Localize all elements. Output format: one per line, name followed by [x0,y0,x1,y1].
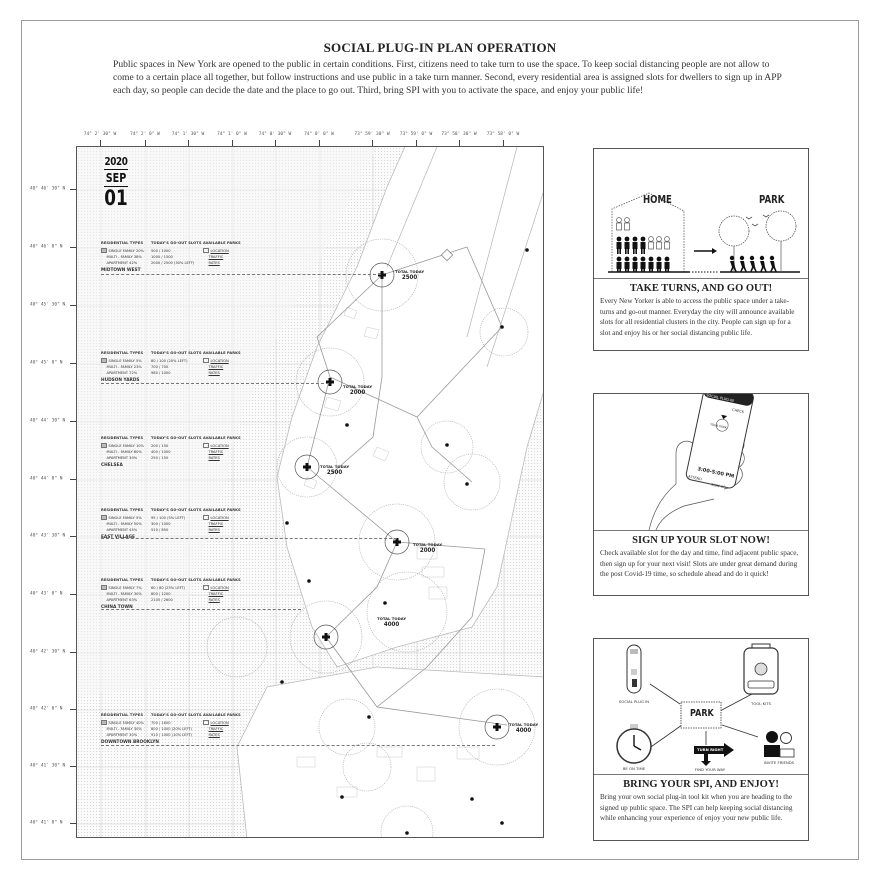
leader-line [101,274,381,275]
lat-label: 40° 43' 30" N [30,533,66,539]
district-east-village: RESIDENTIAL TYPES SINGLE FAMILY 5% MULTI - FAMILY 50% APARTMENT 45% TODAY'S GO-OUT SLOTS 95 / 100 (5% LEFT) 300 / 1000 510 / 850 AVAILABLE PARKS LOCATION TRAFFIC RATES EAST VILLAGE [101,508,251,540]
panel-bring-spi [593,638,809,841]
lon-label: 74° 2' 0" W [130,132,160,137]
district-name: CHELSEA [101,462,123,468]
lat-label: 40° 41' 30" N [30,763,66,769]
header-types: RESIDENTIAL TYPES [101,241,144,245]
social-plug-in-icon [627,645,641,693]
park-location-link[interactable]: LOCATION [210,358,229,363]
time-slot: 3:00-5:00 PM [696,466,735,480]
park-rates-link[interactable]: RATES [208,260,220,265]
park-location-link[interactable]: LOCATION [210,443,229,448]
checkbox[interactable] [101,248,107,254]
find-your-way-label: FIND YOUR WAY [694,767,726,772]
invite-friends-icon [764,731,794,757]
park-location-link[interactable]: LOCATION [210,515,229,520]
park-traffic-link[interactable]: TRAFFIC [208,591,224,596]
date-day: 01 [104,186,128,210]
pin-label: YOUR PARK [709,422,728,430]
home-label: HOME [643,193,672,206]
people-walking-icon [594,149,808,278]
lon-label: 73° 58' 0" W [486,132,520,137]
park-rates-link[interactable]: RATES [208,455,220,460]
hand-holding-phone-icon [594,394,808,530]
park-traffic-link[interactable]: TRAFFIC [208,364,224,369]
panel-body: Bring your own social plug-in tool kit when you are heading to the signed up public space. The SPI can help keeping social distancing while enhancing your experience of enjoy your new public life. [600,793,793,822]
social-plug-in-label: SOCIAL PLUG IN [618,699,650,704]
checkbox[interactable] [101,720,107,726]
total-today: TOTAL TODAY 4000 [377,616,407,628]
lon-label: 73° 58' 30" W [441,132,477,137]
leader-line [101,609,301,610]
manhattan-map[interactable] [76,146,544,838]
app-name: SOCIAL PLUG-IN [705,393,735,403]
park-rates-link[interactable]: RATES [208,527,220,532]
leader-line [101,538,397,539]
checkbox[interactable] [203,443,209,449]
lat-label: 40° 41' 0" N [30,820,63,826]
lat-label: 40° 44' 0" N [30,476,63,482]
tool-kits-icon [744,644,778,694]
phone-in-hand-illustration [594,394,808,531]
panel-take-turns [593,148,809,351]
park-traffic-link[interactable]: TRAFFIC [208,254,224,259]
turn-right-label: TURN RIGHT [697,747,724,752]
lat-label: 40° 45' 0" N [30,360,63,366]
clock-icon [617,724,651,763]
lat-label: 40° 42' 0" N [30,706,63,712]
lat-label: 40° 45' 30" N [30,302,66,308]
park-rates-link[interactable]: RATES [208,597,220,602]
district-name: CHINA TOWN [101,604,133,610]
district-name: MIDTOWN WEST [101,267,141,273]
checkbox[interactable] [101,358,107,364]
be-on-time-label: BE ON TIME [622,766,646,771]
park-rates-link[interactable]: RATES [208,370,220,375]
leader-line [101,383,329,384]
page-title: SOCIAL PLUG-IN PLAN OPERATION [323,40,557,55]
district-chelsea: RESIDENTIAL TYPES SINGLE FAMILY 10% MULTI - FAMILY 60% APARTMENT 30% TODAY'S GO-OUT SLOTS 200 / 150 400 / 1000 250 / 150 AVAILABLE PARKS LOCATION TRAFFIC RATES CHELSEA [101,436,251,468]
park-rates-link[interactable]: RATES [208,732,220,737]
header-slots: TODAY'S GO-OUT SLOTS [151,241,202,245]
lon-label: 73° 59' 0" W [399,132,433,137]
attend-status: ATTEND [687,474,703,482]
total-today: TOTAL TODAY 2000 [343,384,373,396]
park-location-link[interactable]: LOCATION [210,720,229,725]
checkbox[interactable] [203,358,209,364]
panel-sign-up [593,393,809,596]
intro-paragraph: Public spaces in New York are opened to the public in certain conditions. First, citizens need to take turn to use the space. To keep social distancing people are not allow to come to a certain place all together, but follow instructions and use public in a take turn manner. Second, every residential area is assigned slots for dwellers to sign up in APP each day, so people can decide the date and the place to go out. Third, bring SPI with you to activate the space, and enjoy your public life! [113,59,782,96]
district-downtown-brooklyn: RESIDENTIAL TYPES SINGLE FAMILY 40% MULTI - FAMILY 30% APARTMENT 30% TODAY'S GO-OUT SLOTS 700 / 1600 800 / 1000 (20% LEFT) 910 / 1000 (10% LEFT) AVAILABLE PARKS LOCATION TRAFFIC RATES DOWNTOWN BROOKLYN [101,713,251,745]
district-name: EAST VILLAGE [101,534,135,540]
checkbox[interactable] [101,515,107,521]
lon-label: 73° 59' 30" W [354,132,390,137]
total-today: TOTAL TODAY 4000 [509,722,539,734]
park-traffic-link[interactable]: TRAFFIC [208,726,224,731]
district-name: DOWNTOWN BROOKLYN [101,739,159,745]
invite-friends-label: INVITE FRIENDS [763,760,795,765]
panel-heading: SIGN UP YOUR SLOT NOW! [632,535,770,546]
lon-label: 74° 0' 0" W [304,132,334,137]
panel-body: Check available slot for the day and time, find adjacent public space, then sign up for your next visit! Slots are under great demand during the post Covid-19 time, so schedule ahead and do it quick! [600,549,799,578]
district-china-town: RESIDENTIAL TYPES SINGLE FAMILY 7% MULTI - FAMILY 30% APARTMENT 63% TODAY'S GO-OUT SLOTS 60 / 80 (25% LEFT) 800 / 1200 2105 / 2600 AVAILABLE PARKS LOCATION TRAFFIC RATES CHINA TOWN [101,578,251,610]
date-block [101,155,131,209]
total-today: TOTAL TODAY 2500 [395,269,425,281]
date-month: SEP [105,171,127,185]
lat-label: 40° 44' 30" N [30,418,66,424]
district-midtown-west: RESIDENTIAL TYPES SINGLE FAMILY 20% MULTI - FAMILY 38% APARTMENT 42% TODAY'S GO-OUT SLOTS 500 / 1000 1000 / 1500 2000 / 2500 (30% LEFT) AVAILABLE PARKS LOCATION TRAFFIC RATES MIDTOWN WEST [101,241,251,273]
header-parks: AVAILABLE PARKS [203,241,241,245]
lon-label: 74° 2' 30" W [83,132,117,137]
park-location-link[interactable]: LOCATION [210,248,229,253]
tool-kits-label: TOOL KITS [751,701,771,706]
checkbox[interactable] [101,585,107,591]
panel-heading: BRING YOUR SPI, AND ENJOY! [623,779,779,790]
checkbox[interactable] [203,248,209,254]
district-name: HUDSON YARDS [101,377,140,383]
lat-label: 40° 43' 0" N [30,591,63,597]
total-today: TOTAL TODAY 2000 [413,542,443,554]
district-hudson-yards: RESIDENTIAL TYPES SINGLE FAMILY 5% MULTI - FAMILY 23% APARTMENT 72% TODAY'S GO-OUT SLOTS 80 / 100 (20% LEFT) 700 / 700 980 / 1000 AVAILABLE PARKS LOCATION TRAFFIC RATES HUDSON YARDS [101,351,251,383]
leader-line [101,745,495,746]
park-location-link[interactable]: LOCATION [210,585,229,590]
checkbox[interactable] [203,720,209,726]
lat-label: 40° 46' 0" N [30,244,63,250]
park-label: PARK [759,193,785,206]
lat-label: 40° 42' 30" N [30,649,66,655]
lon-label: 74° 0' 30" W [258,132,292,137]
date-year: 2020 [104,155,128,168]
sign-up-button[interactable]: SIGN UP [710,482,726,490]
park-center-label: PARK [690,708,714,719]
panel-heading: TAKE TURNS, AND GO OUT! [629,283,773,294]
home-to-park-illustration [594,149,808,279]
lon-label: 74° 1' 30" W [171,132,205,137]
lon-label: 74° 1' 0" W [217,132,247,137]
check-label[interactable]: CHECK [731,407,745,415]
park-traffic-link[interactable]: TRAFFIC [208,449,224,454]
total-today: TOTAL TODAY 2500 [320,464,350,476]
panel-body: Every New Yorker is able to access the public space under a take-turns and go-out manner. Everyday the city will announce available slots for all residential clusters in the city. People can sign up for a slot and enjoy his or her social distancing public life. [600,297,795,337]
checkbox[interactable] [203,515,209,521]
checkbox[interactable] [101,443,107,449]
park-traffic-link[interactable]: TRAFFIC [208,521,224,526]
checkbox[interactable] [203,585,209,591]
lat-label: 40° 46' 30" N [30,186,66,192]
toolkit-illustration [594,639,808,775]
